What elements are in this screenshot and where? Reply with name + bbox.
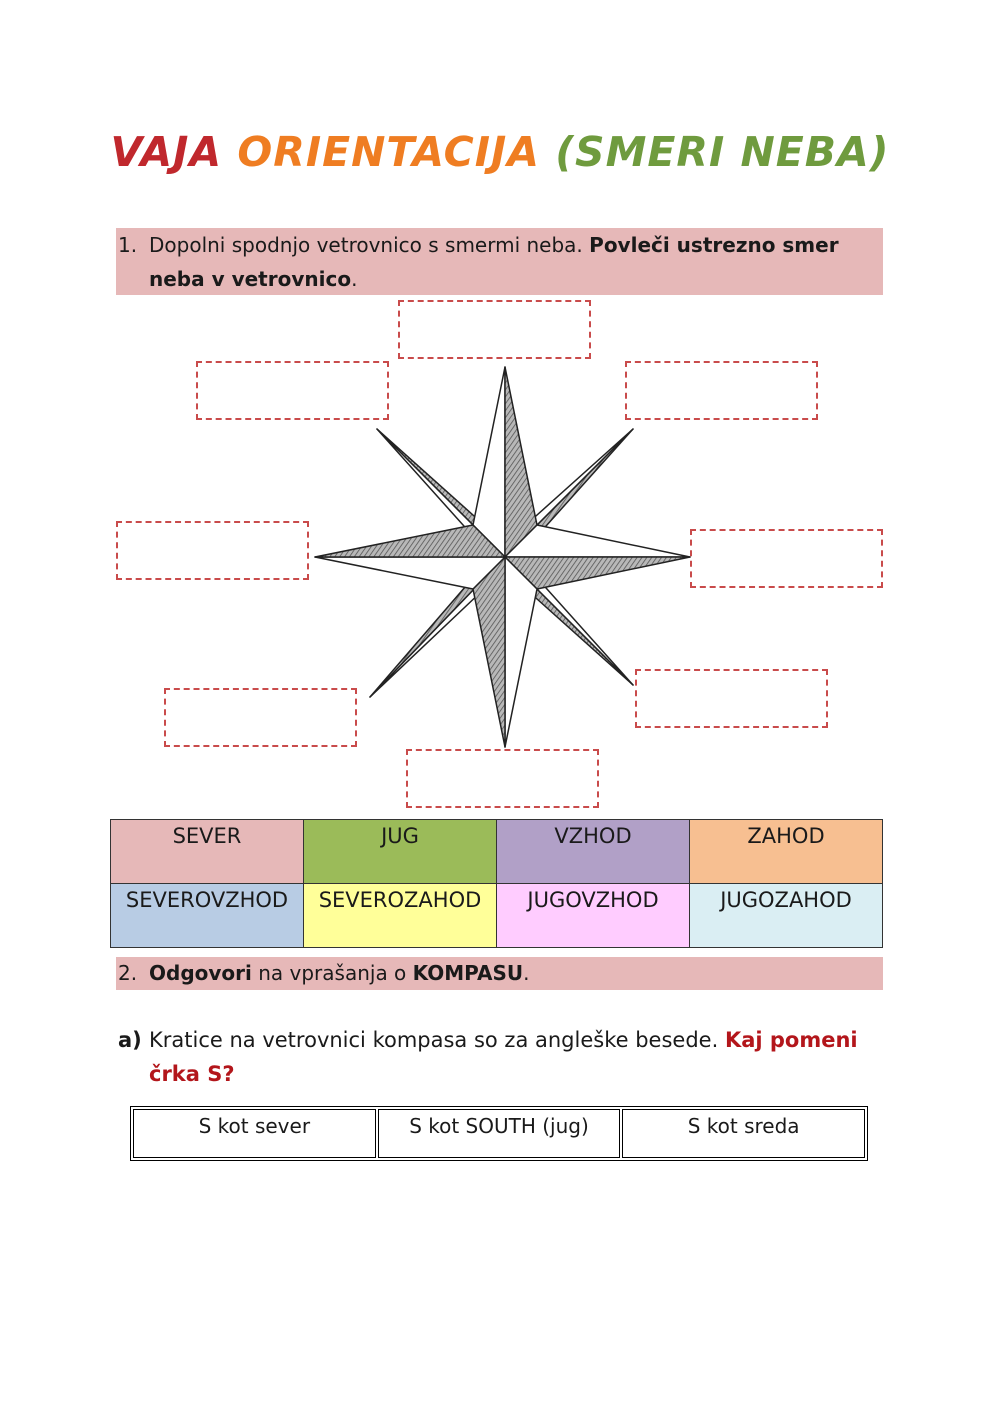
word-bank bbox=[110, 819, 883, 948]
title-word-orientacija: ORIENTACIJA bbox=[237, 128, 541, 176]
drop-target-west[interactable] bbox=[116, 521, 309, 580]
word-tile-jugovzhod[interactable]: JUGOVZHOD bbox=[497, 884, 690, 948]
word-tile-severovzhod[interactable]: SEVEROVZHOD bbox=[111, 884, 304, 948]
word-tile-zahod[interactable]: ZAHOD bbox=[690, 820, 883, 884]
word-tile-jug[interactable]: JUG bbox=[304, 820, 497, 884]
drop-target-south[interactable] bbox=[406, 749, 599, 808]
question-2-plain: na vprašanja o bbox=[251, 961, 413, 985]
word-tile-sever[interactable]: SEVER bbox=[111, 820, 304, 884]
word-tile-severozahod[interactable]: SEVEROZAHOD bbox=[304, 884, 497, 948]
question-2-bold-odgovori: Odgovori bbox=[149, 961, 252, 985]
drop-target-north[interactable] bbox=[398, 300, 591, 359]
title-word-smeri-neba: (SMERI NEBA) bbox=[555, 128, 890, 176]
drop-target-east[interactable] bbox=[690, 529, 883, 588]
question-2-bold-kompasu: KOMPASU bbox=[412, 961, 524, 985]
question-1-text bbox=[149, 228, 863, 296]
question-2-banner bbox=[116, 957, 883, 990]
question-2-period: . bbox=[523, 961, 530, 985]
question-2a-label: a) bbox=[118, 1028, 142, 1052]
word-tile-jugozahod[interactable]: JUGOZAHOD bbox=[690, 884, 883, 948]
word-tile-vzhod[interactable]: VZHOD bbox=[497, 820, 690, 884]
question-2-text bbox=[149, 957, 863, 989]
title-word-vaja: VAJA bbox=[110, 128, 223, 176]
question-1-number: 1. bbox=[118, 233, 138, 257]
question-1-banner bbox=[116, 228, 883, 295]
question-2-number: 2. bbox=[118, 961, 138, 985]
answer-options bbox=[130, 1106, 868, 1161]
answer-option-2[interactable]: S kot SOUTH (jug) bbox=[378, 1109, 621, 1158]
question-1-bold-instruction: Povleči ustrezno smer neba v vetrovnico bbox=[149, 233, 839, 291]
question-1-period: . bbox=[351, 267, 358, 291]
question-2a-text: Kratice na vetrovnici kompasa so za angleške besede. bbox=[149, 1028, 719, 1052]
worksheet-title bbox=[0, 128, 1000, 176]
compass-rose-icon bbox=[300, 360, 710, 755]
question-1-instruction: Dopolni spodnjo vetrovnico s smermi neba. bbox=[149, 233, 583, 257]
answer-option-3[interactable]: S kot sreda bbox=[622, 1109, 865, 1158]
answer-option-1[interactable]: S kot sever bbox=[133, 1109, 376, 1158]
question-2a-highlight: Kaj pomeni črka S? bbox=[149, 1028, 858, 1086]
question-2a bbox=[118, 1023, 858, 1091]
